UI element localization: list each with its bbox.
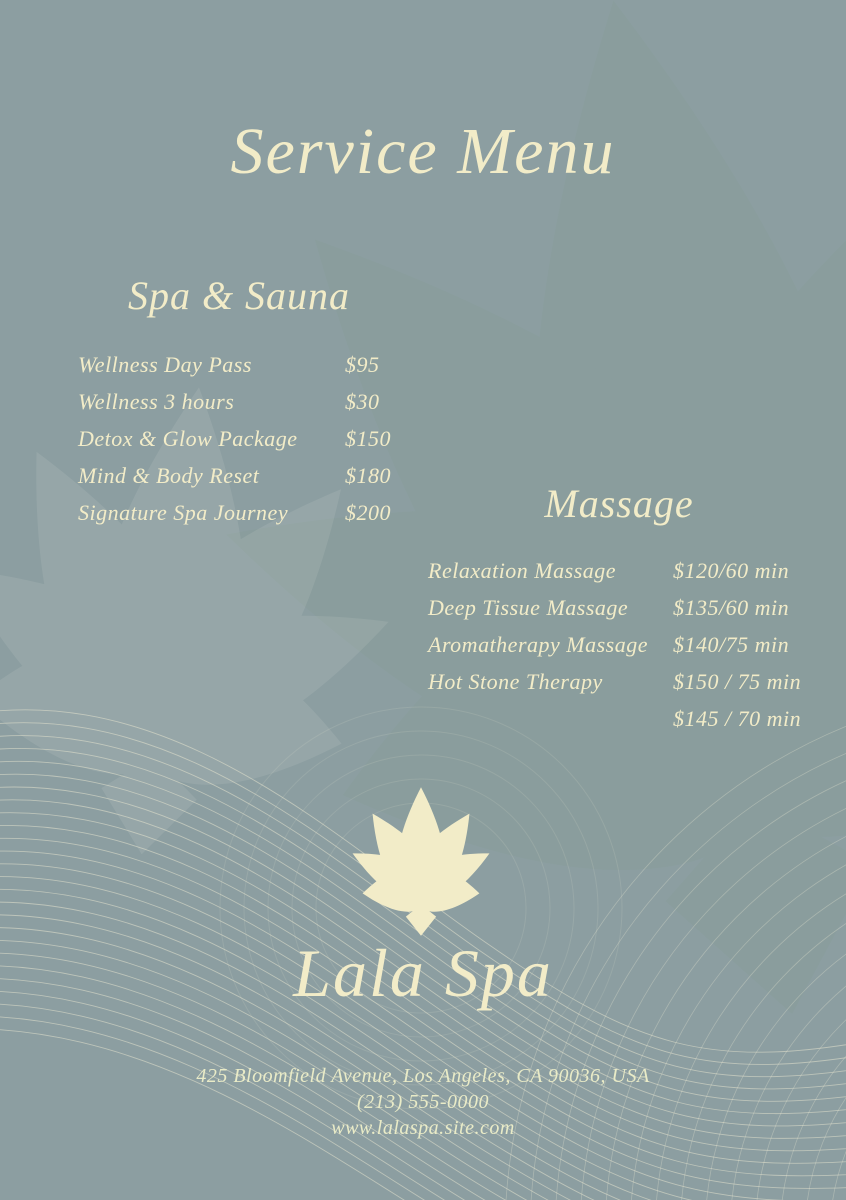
service-price: $180 (345, 463, 391, 488)
section-spa-sauna (78, 272, 400, 531)
service-name: Wellness Day Pass (78, 352, 252, 377)
service-price: $145 / 70 min (673, 706, 802, 731)
service-price: $120/60 min (673, 558, 790, 583)
service-price: $200 (345, 500, 391, 525)
service-name: Detox & Glow Package (78, 426, 298, 451)
section-massage (428, 480, 810, 737)
service-name: Hot Stone Therapy (428, 669, 603, 694)
menu-title: Service Menu (230, 115, 616, 188)
service-row (428, 589, 810, 626)
lotus-logo-icon (327, 785, 515, 939)
section-heading: Massage (544, 481, 694, 526)
service-row (428, 700, 810, 737)
service-price: $140/75 min (673, 632, 790, 657)
service-row (428, 552, 810, 589)
service-row (428, 663, 810, 700)
service-name: Mind & Body Reset (78, 463, 260, 488)
section-heading: Spa & Sauna (127, 273, 351, 318)
service-name: Signature Spa Journey (78, 500, 289, 525)
service-name: Deep Tissue Massage (428, 595, 629, 620)
service-name: Relaxation Massage (428, 558, 617, 583)
service-price: $150 (345, 426, 391, 451)
footer-website: www.lalaspa.site.com (331, 1117, 515, 1139)
service-price: $95 (345, 352, 380, 377)
footer-phone: (213) 555-0000 (357, 1091, 489, 1113)
service-row (78, 457, 400, 494)
service-row (78, 383, 400, 420)
service-name: Wellness 3 hours (78, 389, 235, 414)
service-row (78, 494, 400, 531)
service-name (428, 700, 673, 737)
footer (0, 1063, 846, 1141)
service-price: $30 (345, 389, 380, 414)
footer-address: 425 Bloomfield Avenue, Los Angeles, CA 90036, USA (196, 1065, 650, 1087)
service-price: $135/60 min (673, 595, 790, 620)
service-row (428, 626, 810, 663)
service-price: $150 / 75 min (673, 669, 802, 694)
service-row (78, 346, 400, 383)
service-row (78, 420, 400, 457)
brand-name: Lala Spa (293, 935, 553, 1011)
service-name: Aromatherapy Massage (428, 632, 648, 657)
